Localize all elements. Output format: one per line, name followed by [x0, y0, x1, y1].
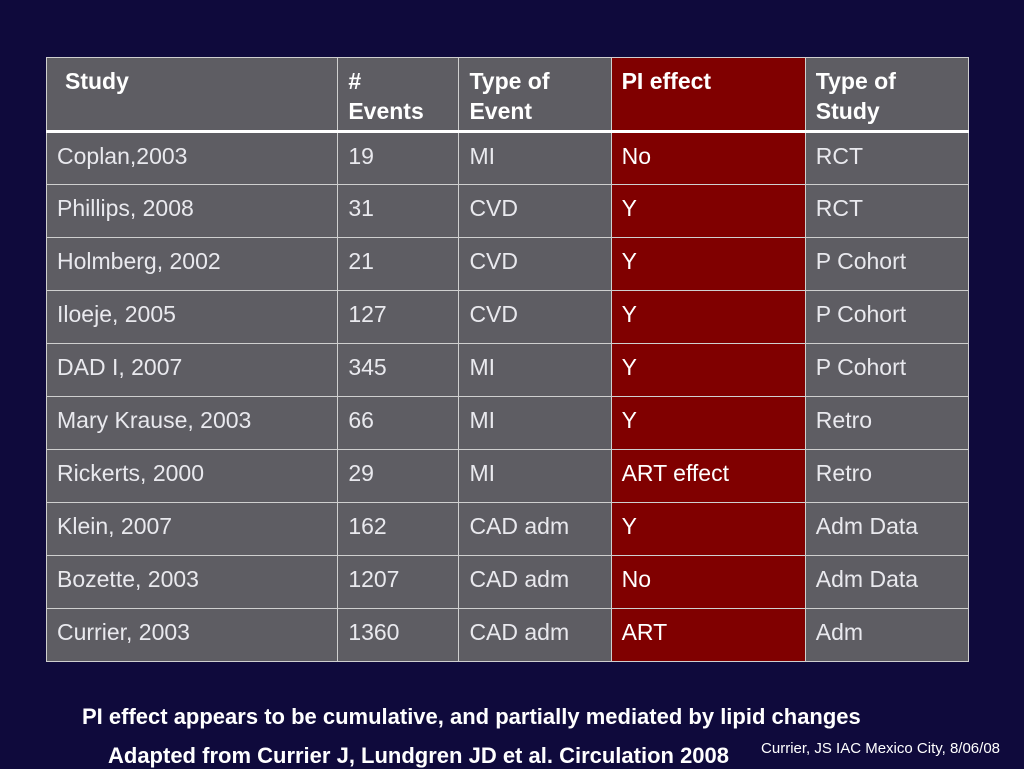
cell-events: 1360	[338, 609, 459, 662]
source-note: Adapted from Currier J, Lundgren JD et al. Circulation 2008	[108, 743, 730, 768]
cell-events: 29	[338, 450, 459, 503]
header-pi-effect: PI effect	[611, 58, 805, 132]
cell-pi-effect: Y	[611, 185, 805, 238]
cell-pi-effect: No	[611, 132, 805, 185]
summary-note: PI effect appears to be cumulative, and partially mediated by lipid changes	[82, 704, 861, 729]
cell-pi-effect: Y	[611, 397, 805, 450]
table-row	[47, 238, 969, 291]
cell-type-of-event: CVD	[459, 238, 611, 291]
cell-events: 66	[338, 397, 459, 450]
cell-pi-effect: Y	[611, 503, 805, 556]
cell-study: Coplan,2003	[47, 132, 338, 185]
cell-type-of-event: MI	[459, 397, 611, 450]
cell-events: 19	[338, 132, 459, 185]
table-row	[47, 556, 969, 609]
cell-type-of-event: MI	[459, 132, 611, 185]
studies-table	[46, 57, 969, 662]
header-type-of-study: Type of Study	[805, 58, 968, 132]
cell-study: Phillips, 2008	[47, 185, 338, 238]
cell-study: Klein, 2007	[47, 503, 338, 556]
cell-study: Currier, 2003	[47, 609, 338, 662]
cell-type-of-event: MI	[459, 344, 611, 397]
cell-events: 1207	[338, 556, 459, 609]
table-row	[47, 185, 969, 238]
cell-events: 21	[338, 238, 459, 291]
cell-type-of-event: CVD	[459, 185, 611, 238]
table-row	[47, 132, 969, 185]
cell-type-of-study: P Cohort	[805, 291, 968, 344]
cell-pi-effect: No	[611, 556, 805, 609]
cell-type-of-event: CAD adm	[459, 609, 611, 662]
cell-study: Mary Krause, 2003	[47, 397, 338, 450]
cell-type-of-study: Adm Data	[805, 503, 968, 556]
cell-type-of-event: CAD adm	[459, 503, 611, 556]
header-study: Study	[47, 58, 338, 132]
cell-study: DAD I, 2007	[47, 344, 338, 397]
header-type-of-event: Type of Event	[459, 58, 611, 132]
cell-type-of-study: P Cohort	[805, 238, 968, 291]
table-row	[47, 503, 969, 556]
table-row	[47, 291, 969, 344]
cell-events: 127	[338, 291, 459, 344]
cell-events: 345	[338, 344, 459, 397]
cell-events: 162	[338, 503, 459, 556]
cell-pi-effect: Y	[611, 291, 805, 344]
cell-type-of-event: MI	[459, 450, 611, 503]
cell-type-of-event: CAD adm	[459, 556, 611, 609]
header-events: # Events	[338, 58, 459, 132]
cell-type-of-study: Retro	[805, 397, 968, 450]
cell-study: Bozette, 2003	[47, 556, 338, 609]
cell-study: Holmberg, 2002	[47, 238, 338, 291]
cell-events: 31	[338, 185, 459, 238]
table-row	[47, 609, 969, 662]
table-row	[47, 397, 969, 450]
table-row	[47, 450, 969, 503]
cell-type-of-study: Adm	[805, 609, 968, 662]
cell-type-of-study: RCT	[805, 185, 968, 238]
cell-type-of-study: Retro	[805, 450, 968, 503]
cell-pi-effect: Y	[611, 344, 805, 397]
cell-type-of-event: CVD	[459, 291, 611, 344]
cell-pi-effect: ART	[611, 609, 805, 662]
cell-pi-effect: ART effect	[611, 450, 805, 503]
cell-type-of-study: RCT	[805, 132, 968, 185]
cell-study: Rickerts, 2000	[47, 450, 338, 503]
table-row	[47, 344, 969, 397]
cell-type-of-study: P Cohort	[805, 344, 968, 397]
header-row	[47, 58, 969, 132]
cell-pi-effect: Y	[611, 238, 805, 291]
cell-type-of-study: Adm Data	[805, 556, 968, 609]
cell-study: Iloeje, 2005	[47, 291, 338, 344]
slide-credit: Currier, JS IAC Mexico City, 8/06/08	[761, 740, 1000, 757]
